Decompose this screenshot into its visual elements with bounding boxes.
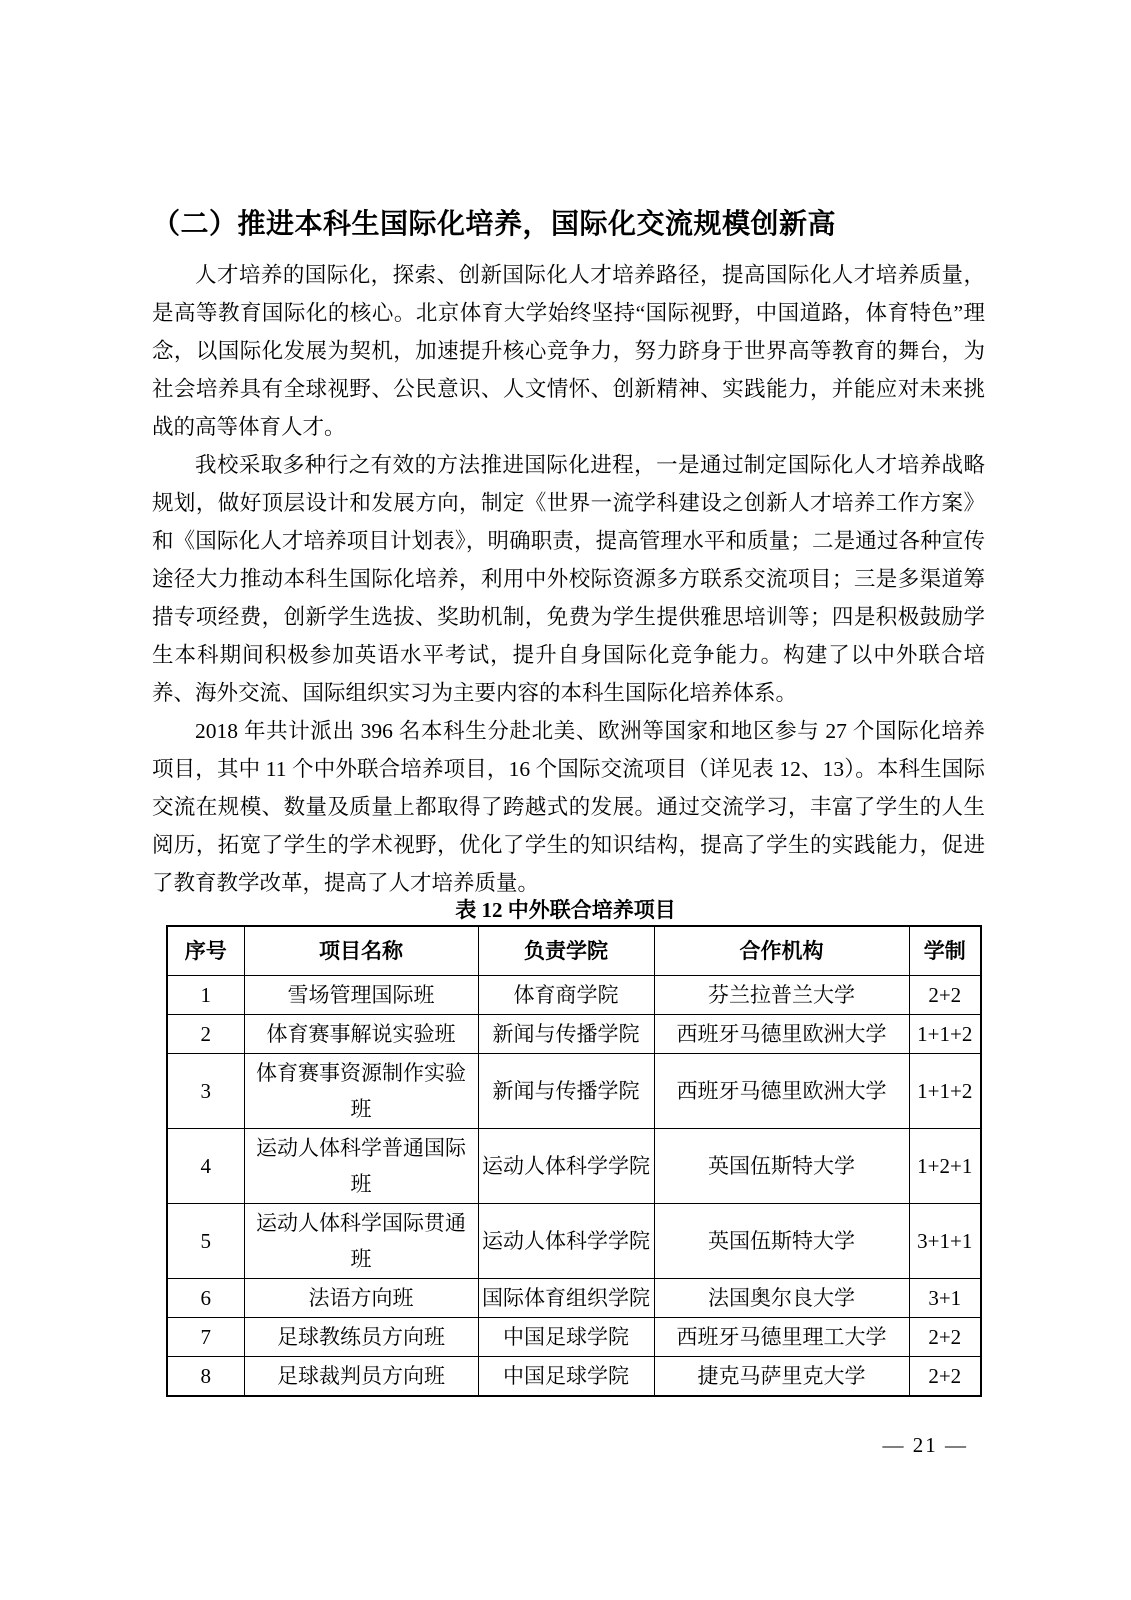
cell-college: 运动人体科学学院: [478, 1129, 654, 1204]
cell-duration: 1+2+1: [909, 1129, 981, 1204]
header-cell-college: 负责学院: [478, 926, 654, 976]
cell-num: 8: [167, 1357, 244, 1397]
cell-duration: 3+1+1: [909, 1204, 981, 1279]
cell-name: 运动人体科学国际贯通班: [244, 1204, 478, 1279]
paragraph: 人才培养的国际化，探索、创新国际化人才培养路径，提高国际化人才培养质量，是高等教育国际化的核心。北京体育大学始终坚持“国际视野，中国道路，体育特色”理念，以国际化发展为契机，加速提升核心竞争力，努力跻身于世界高等教育的舞台，为社会培养具有全球视野、公民意识、人文情怀、创新精神、实践能力，并能应对未来挑战的高等体育人才。: [152, 263, 985, 439]
table-row: [167, 1279, 981, 1318]
cell-college: 中国足球学院: [478, 1318, 654, 1357]
cell-partner: 西班牙马德里欧洲大学: [654, 1015, 909, 1054]
cell-duration: 1+1+2: [909, 1015, 981, 1054]
header-cell-partner: 合作机构: [654, 926, 909, 976]
cell-duration: 2+2: [909, 1318, 981, 1357]
joint-training-programs-table: [166, 925, 982, 1397]
cell-college: 新闻与传播学院: [478, 1015, 654, 1054]
table-row: [167, 1129, 981, 1204]
cell-num: 5: [167, 1204, 244, 1279]
cell-duration: 1+1+2: [909, 1054, 981, 1129]
cell-num: 7: [167, 1318, 244, 1357]
cell-num: 1: [167, 976, 244, 1015]
cell-name: 法语方向班: [244, 1279, 478, 1318]
cell-college: 国际体育组织学院: [478, 1279, 654, 1318]
cell-num: 3: [167, 1054, 244, 1129]
table-row: [167, 1357, 981, 1397]
table-header-row: [167, 926, 981, 976]
table-caption: 表 12 中外联合培养项目: [455, 898, 676, 922]
header-cell-name: 项目名称: [244, 926, 478, 976]
table-row: [167, 1054, 981, 1129]
cell-college: 运动人体科学学院: [478, 1204, 654, 1279]
cell-partner: 英国伍斯特大学: [654, 1129, 909, 1204]
cell-num: 6: [167, 1279, 244, 1318]
cell-partner: 西班牙马德里欧洲大学: [654, 1054, 909, 1129]
cell-name: 雪场管理国际班: [244, 976, 478, 1015]
cell-num: 4: [167, 1129, 244, 1204]
cell-partner: 芬兰拉普兰大学: [654, 976, 909, 1015]
table-row: [167, 1015, 981, 1054]
cell-partner: 英国伍斯特大学: [654, 1204, 909, 1279]
cell-college: 体育商学院: [478, 976, 654, 1015]
cell-num: 2: [167, 1015, 244, 1054]
paragraph: 我校采取多种行之有效的方法推进国际化进程，一是通过制定国际化人才培养战略规划，做好顶层设计和发展方向，制定《世界一流学科建设之创新人才培养工作方案》和《国际化人才培养项目计划表》，明确职责，提高管理水平和质量；二是通过各种宣传途径大力推动本科生国际化培养，利用中外校际资源多方联系交流项目；三是多渠道筹措专项经费，创新学生选拔、奖助机制，免费为学生提供雅思培训等；四是积极鼓励学生本科期间积极参加英语水平考试，提升自身国际化竞争能力。构建了以中外联合培养、海外交流、国际组织实习为主要内容的本科生国际化培养体系。: [152, 453, 985, 705]
cell-duration: 3+1: [909, 1279, 981, 1318]
table-row: [167, 1204, 981, 1279]
table-row: [167, 1318, 981, 1357]
cell-duration: 2+2: [909, 976, 981, 1015]
cell-name: 体育赛事解说实验班: [244, 1015, 478, 1054]
cell-duration: 2+2: [909, 1357, 981, 1397]
page-number: — 21 —: [882, 1433, 968, 1457]
cell-college: 新闻与传播学院: [478, 1054, 654, 1129]
header-cell-num: 序号: [167, 926, 244, 976]
cell-name: 体育赛事资源制作实验班: [244, 1054, 478, 1129]
header-cell-duration: 学制: [909, 926, 981, 976]
cell-partner: 法国奥尔良大学: [654, 1279, 909, 1318]
cell-partner: 捷克马萨里克大学: [654, 1357, 909, 1397]
table-row: [167, 976, 981, 1015]
cell-name: 足球教练员方向班: [244, 1318, 478, 1357]
section-heading: （二）推进本科生国际化培养，国际化交流规模创新高: [152, 208, 837, 239]
cell-college: 中国足球学院: [478, 1357, 654, 1397]
paragraph: 2018 年共计派出 396 名本科生分赴北美、欧洲等国家和地区参与 27 个国际化培养项目，其中 11 个中外联合培养项目，16 个国际交流项目（详见表 12、13）。本科生国际交流在规模、数量及质量上都取得了跨越式的发展。通过交流学习，丰富了学生的人生阅历，拓宽了学生的学术视野，优化了学生的知识结构，提高了学生的实践能力，促进了教育教学改革，提高了人才培养质量。: [152, 719, 985, 895]
body-text: [152, 256, 985, 902]
cell-partner: 西班牙马德里理工大学: [654, 1318, 909, 1357]
cell-name: 运动人体科学普通国际班: [244, 1129, 478, 1204]
cell-name: 足球裁判员方向班: [244, 1357, 478, 1397]
